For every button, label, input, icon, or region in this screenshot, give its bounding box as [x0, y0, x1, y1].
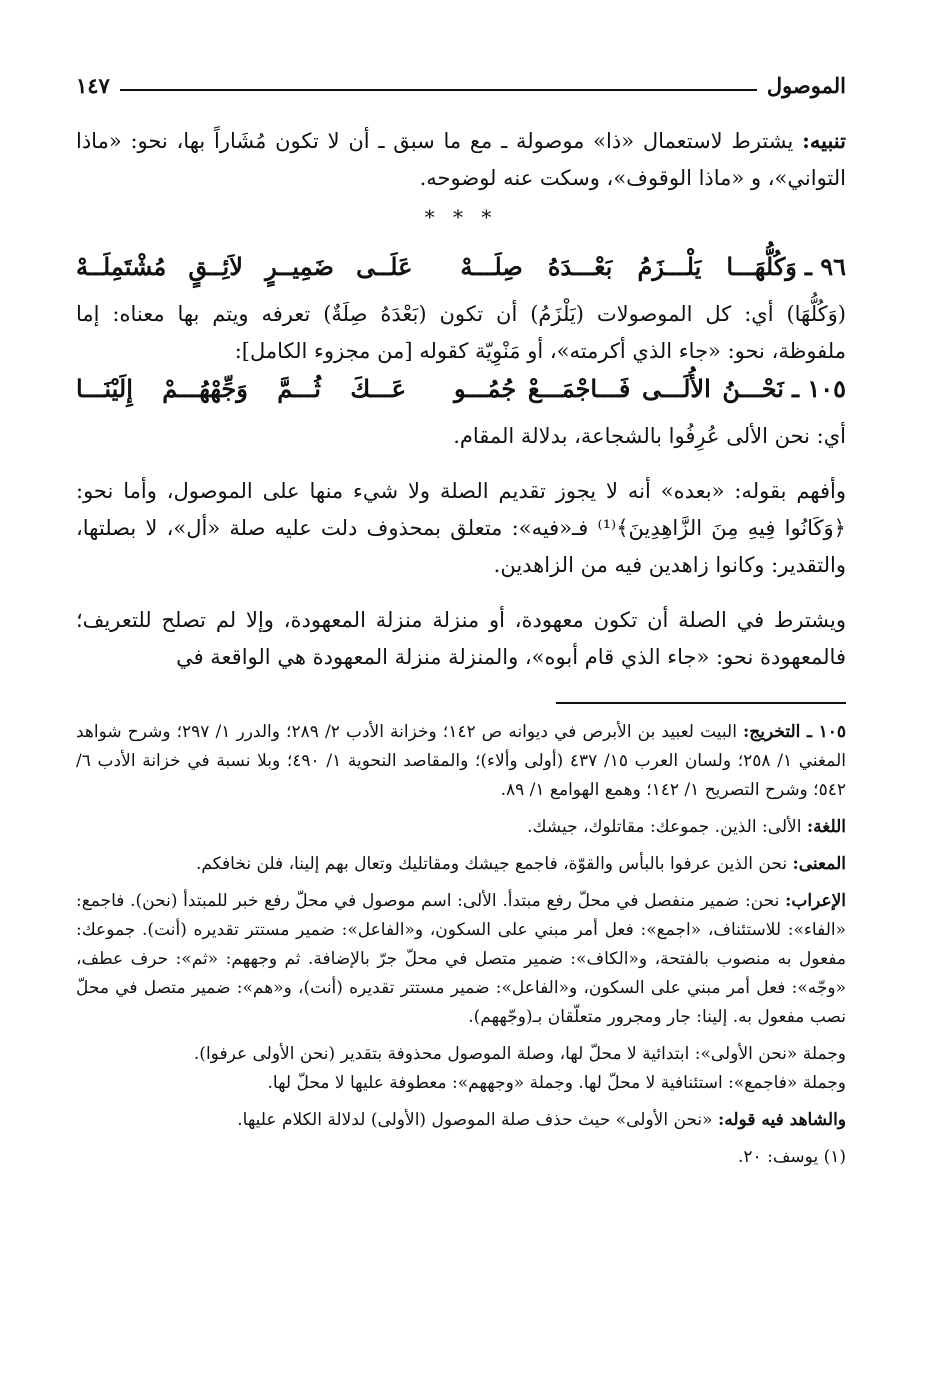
paragraph-4: ويشترط في الصلة أن تكون معهودة، أو منزلة منزلة المعهودة، وإلا لم تصلح للتعريف؛ فالمعهودة نحو: «جاء الذي قام أبوه»، والمنزلة منزلة المعهودة هي الواقعة في	[76, 608, 846, 669]
tanbih-text: يشترط لاستعمال «ذا» موصولة ـ مع ما سبق ـ أن لا تكون مُشَاراً بها، نحو: «ماذا التواني»، و «ماذا الوقوف»، وسكت عنه لوضوحه.	[76, 129, 846, 190]
verse-number: ٩٦ ـ	[804, 252, 846, 281]
takhrij-note	[76, 718, 846, 805]
paragraph-1: (وَكُلُّهَا) أي: كل الموصولات (يَلْزَمُ) أن تكون (بَعْدَهُ صِلَةٌ) تعرفه ويتم بها معناه: إما ملفوظة، نحو: «جاء الذي أكرمته»، أو مَنْوِيّة كقوله [من مجزوء الكامل]:	[76, 302, 846, 363]
irab-text: نحن: ضمير منفصل في محلّ رفع مبتدأ. الألى: اسم موصول في محلّ رفع خبر للمبتدأ (نحن). فاجمع: «الفاء»: للاستئناف، «اجمع»: فعل أمر مبني على السكون، و«الفاعل»: ضمير مستتر تقديره (أنت). جموعك: مفعول به منصوب بالفتحة، و«الكاف»: ضمير متصل في محلّ جرّ بالإضافة. ثم وجههم: «ثم»: حرف عطف، «وجّه»: فعل أمر مبني على السكون، و«الفاعل»: ضمير مستتر تقديره (أنت)، و«هم»: ضمير متصل في محلّ نصب مفعول به. إلينا: جار ومجرور متعلّقان بـ(وجّههم).	[76, 891, 846, 1027]
lugha-text: الألى: الذين. جموعك: مقاتلوك، جيشك.	[527, 817, 802, 837]
section-separator: * * *	[424, 205, 498, 229]
footnote-rule	[556, 702, 846, 704]
shahid-note	[76, 1106, 846, 1135]
header-rule	[120, 89, 757, 91]
footnotes	[76, 718, 846, 1172]
chapter-title: الموصول	[766, 73, 846, 98]
maana-note	[76, 850, 846, 879]
verse-first-half: وَكُلُّهَـــا يَلْـــزَمُ بَعْـــدَهُ صِلَـــهْ	[460, 252, 797, 281]
maana-text: نحن الذين عرفوا بالبأس والقوّة، فاجمع جيشك ومقاتليك وتعال بهم إلينا، فلن نخافكم.	[195, 854, 788, 874]
jumla-note-2: وجملة «فاجمع»: استئنافية لا محلّ لها. وجملة «وجههم»: معطوفة عليها لا محلّ لها.	[267, 1073, 846, 1093]
tanbih-paragraph	[76, 122, 846, 197]
maana-label: المعنى:	[792, 854, 846, 874]
verse-number: ١٠٥ ـ	[791, 374, 846, 403]
tanbih-label: تنبيه:	[802, 128, 846, 153]
page-number: ١٤٧	[76, 73, 110, 98]
paragraph-2: أي: نحن الألى عُرِفُوا بالشجاعة، بدلالة المقام.	[453, 424, 846, 448]
takhrij-label: ١٠٥ ـ التخريج:	[743, 722, 846, 742]
verse-105	[76, 370, 846, 418]
shahid-label: والشاهد فيه قوله:	[717, 1110, 846, 1130]
lugha-note	[76, 813, 846, 842]
verse-second-half: عَلَــى ضَمِيــرٍ لاَئِــقٍ مُشْتَمِلَــهْ	[75, 252, 413, 281]
jumla-note-1: وجملة «نحن الأولى»: ابتدائية لا محلّ لها، وصلة الموصول محذوفة بتقدير (نحن الأولى عرفوا).	[193, 1044, 846, 1064]
quran-reference: (١) يوسف: ٢٠.	[738, 1147, 846, 1167]
shahid-text: «نحن الأولى» حيث حذف صلة الموصول (الأولى) لدلالة الكلام عليها.	[237, 1110, 713, 1130]
running-header	[76, 62, 846, 98]
verse-second-half: عَـــكَ ثُـــمَّ وَجِّهْهُـــمْ إِلَيْنَـــا	[76, 374, 406, 403]
verse-first-half: نَحْـــنُ الأُلَـــى فَـــاجْمَـــعْ جُمُـــو	[453, 374, 784, 403]
main-text	[76, 122, 846, 676]
verse-96	[76, 248, 846, 296]
irab-note	[76, 887, 846, 1032]
takhrij-text: البيت لعبيد بن الأبرص في ديوانه ص ١٤٢؛ وخزانة الأدب ٢/ ٢٨٩؛ والدرر ١/ ٢٩٧؛ وشرح شواهد المغني ١/ ٢٥٨؛ ولسان العرب ١٥/ ٤٣٧ (أولى وألاء)؛ والمقاصد النحوية ١/ ٤٩٠؛ وبلا نسبة في خزانة الأدب ٦/ ٥٤٢؛ وشرح التصريح ١/ ١٤٢؛ وهمع الهوامع ١/ ٨٩.	[76, 722, 846, 800]
paragraph-3: وأفهم بقوله: «بعده» أنه لا يجوز تقديم الصلة ولا شيء منها على الموصول، وأما نحو: ﴿وَكَانُوا فِيهِ مِنَ الزَّاهِدِينَ﴾⁽¹⁾ فـ«فيه»: متعلق بمحذوف دلت عليه صلة «أل»، لا بصلتها، والتقدير: وكانوا زاهدين فيه من الزاهدين.	[76, 479, 846, 577]
lugha-label: اللغة:	[806, 817, 846, 837]
irab-label: الإعراب:	[785, 891, 847, 911]
